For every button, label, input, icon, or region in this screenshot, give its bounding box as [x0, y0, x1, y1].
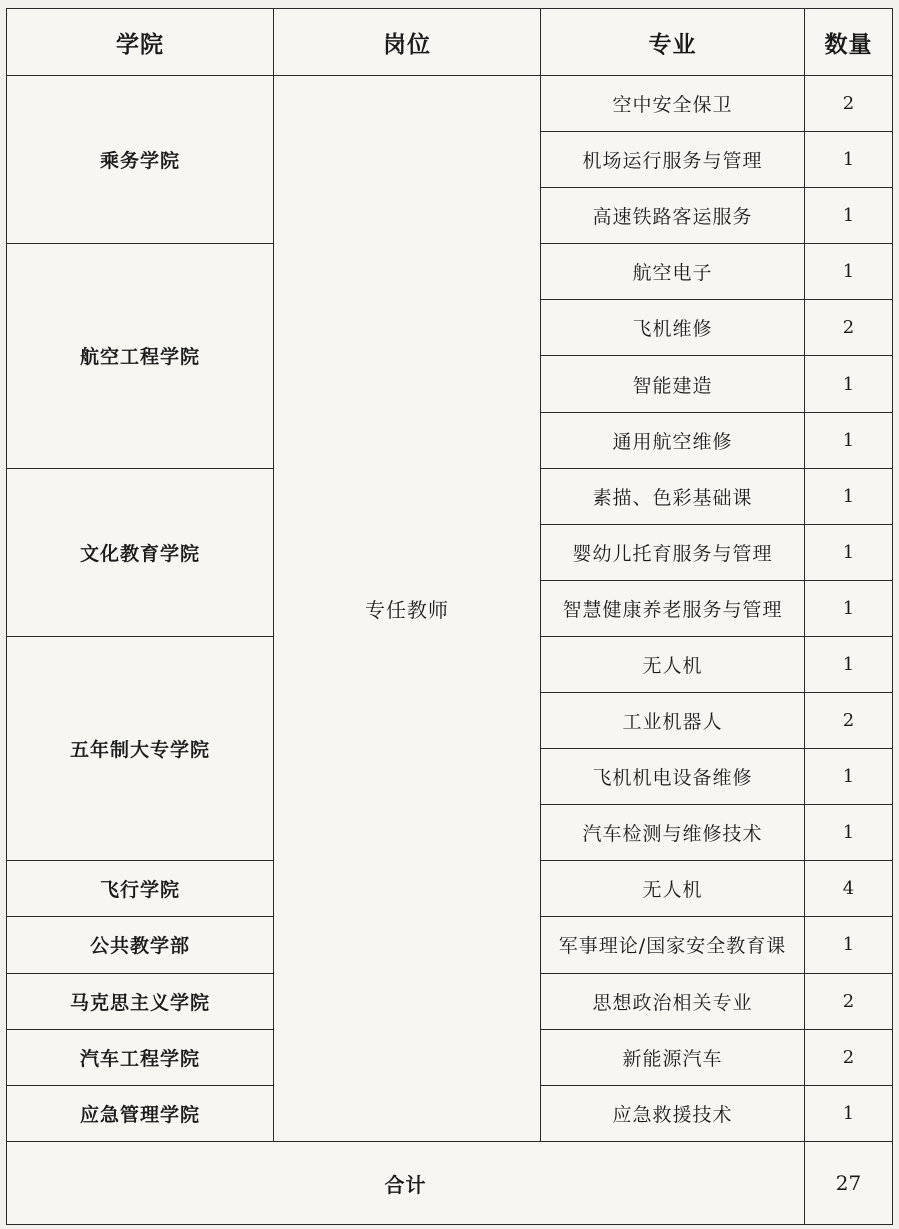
- major-cell: 智能建造: [541, 356, 805, 412]
- count-cell: 4: [805, 861, 893, 917]
- header-position: 岗位: [274, 9, 541, 76]
- count-cell: 1: [805, 244, 893, 300]
- total-label: 合计: [7, 1142, 805, 1225]
- college-cell: 文化教育学院: [7, 468, 274, 636]
- major-cell: 航空电子: [541, 244, 805, 300]
- document-page: [6, 8, 892, 1225]
- major-cell: 无人机: [541, 636, 805, 692]
- major-cell: 高速铁路客运服务: [541, 188, 805, 244]
- count-cell: 1: [805, 636, 893, 692]
- college-cell: 乘务学院: [7, 76, 274, 244]
- count-cell: 1: [805, 805, 893, 861]
- major-cell: 工业机器人: [541, 693, 805, 749]
- table-footer: [7, 1142, 893, 1225]
- count-cell: 1: [805, 356, 893, 412]
- header-row: [7, 9, 893, 76]
- major-cell: 汽车检测与维修技术: [541, 805, 805, 861]
- header-count: 数量: [805, 9, 893, 76]
- count-cell: 2: [805, 300, 893, 356]
- count-cell: 1: [805, 580, 893, 636]
- table-body: [7, 76, 893, 1142]
- total-row: [7, 1142, 893, 1225]
- college-cell: 马克思主义学院: [7, 973, 274, 1029]
- major-cell: 通用航空维修: [541, 412, 805, 468]
- count-cell: 1: [805, 188, 893, 244]
- header-college: 学院: [7, 9, 274, 76]
- major-cell: 思想政治相关专业: [541, 973, 805, 1029]
- count-cell: 1: [805, 917, 893, 973]
- total-value: 27: [805, 1142, 893, 1225]
- major-cell: 无人机: [541, 861, 805, 917]
- count-cell: 2: [805, 76, 893, 132]
- recruitment-table: [6, 8, 893, 1225]
- college-cell: 应急管理学院: [7, 1085, 274, 1141]
- count-cell: 1: [805, 412, 893, 468]
- table-row: [7, 76, 893, 132]
- count-cell: 2: [805, 973, 893, 1029]
- major-cell: 空中安全保卫: [541, 76, 805, 132]
- major-cell: 飞机机电设备维修: [541, 749, 805, 805]
- major-cell: 机场运行服务与管理: [541, 132, 805, 188]
- major-cell: 应急救援技术: [541, 1085, 805, 1141]
- count-cell: 1: [805, 524, 893, 580]
- college-cell: 航空工程学院: [7, 244, 274, 468]
- college-cell: 五年制大专学院: [7, 636, 274, 860]
- table-header: [7, 9, 893, 76]
- count-cell: 2: [805, 693, 893, 749]
- major-cell: 飞机维修: [541, 300, 805, 356]
- major-cell: 新能源汽车: [541, 1029, 805, 1085]
- count-cell: 2: [805, 1029, 893, 1085]
- header-major: 专业: [541, 9, 805, 76]
- major-cell: 素描、色彩基础课: [541, 468, 805, 524]
- count-cell: 1: [805, 132, 893, 188]
- major-cell: 婴幼儿托育服务与管理: [541, 524, 805, 580]
- major-cell: 智慧健康养老服务与管理: [541, 580, 805, 636]
- count-cell: 1: [805, 749, 893, 805]
- college-cell: 公共教学部: [7, 917, 274, 973]
- count-cell: 1: [805, 468, 893, 524]
- position-cell: 专任教师: [274, 76, 541, 1142]
- count-cell: 1: [805, 1085, 893, 1141]
- college-cell: 汽车工程学院: [7, 1029, 274, 1085]
- college-cell: 飞行学院: [7, 861, 274, 917]
- major-cell: 军事理论/国家安全教育课: [541, 917, 805, 973]
